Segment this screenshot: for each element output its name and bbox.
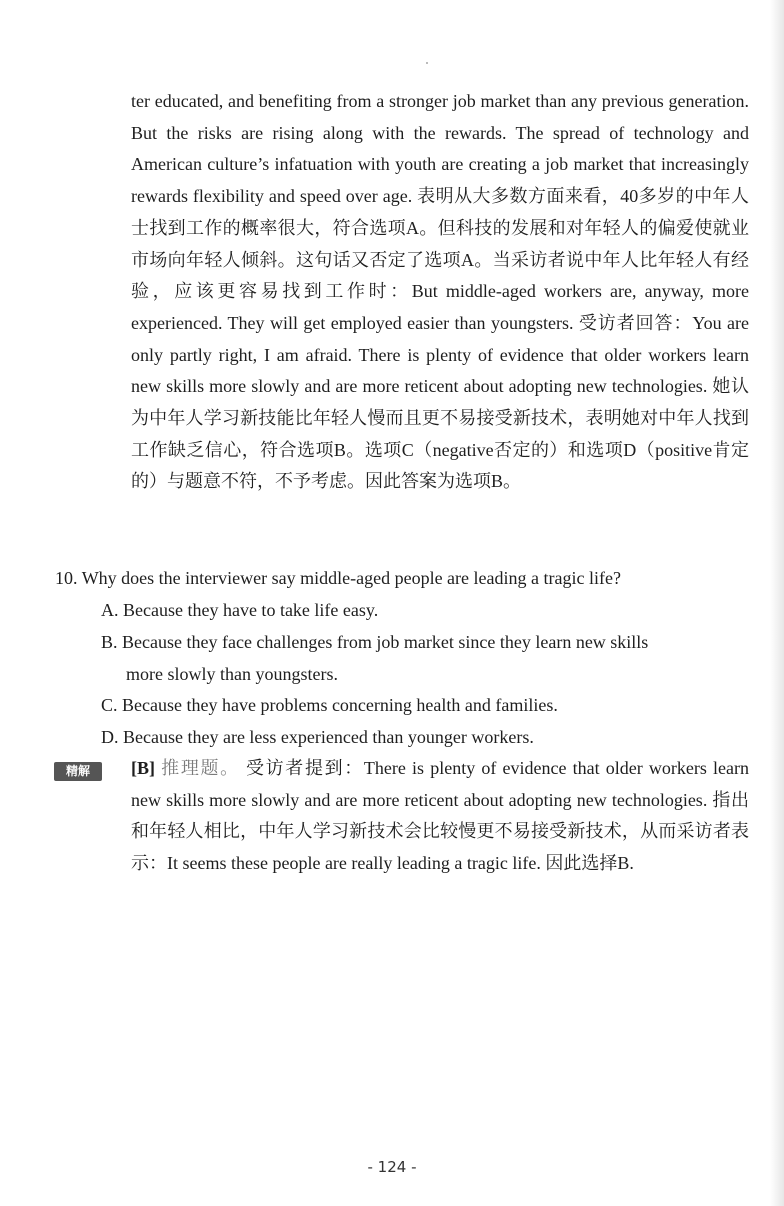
option-letter: B.: [101, 632, 118, 652]
option-text: Because they face challenges from job market since they learn new skills: [122, 632, 649, 652]
page-number: - 124 -: [367, 1158, 417, 1176]
question-number: 10.: [55, 568, 78, 588]
option-c: [101, 689, 558, 721]
option-a: [101, 594, 378, 626]
option-text-continued: more slowly than youngsters.: [126, 664, 338, 684]
answer-text: 受访者提到：There is plenty of evidence that older workers learn new skills more slowly and are more reticent about adopting new technologies. 指出和年轻人相比，中年人学习新技术会比较慢更不易接受新技术，从而采访者表示：It seems these people are really leading a tragic life. 因此选择B.: [131, 758, 750, 874]
option-d: [101, 721, 534, 753]
option-letter: A.: [101, 600, 119, 620]
explanation-badge: 精解: [54, 762, 102, 781]
option-text: Because they are less experienced than younger workers.: [123, 727, 534, 747]
option-letter: D.: [101, 727, 119, 747]
option-text: Because they have problems concerning health and families.: [122, 695, 558, 715]
explanation-paragraph: ter educated, and benefiting from a stronger job market than any previous generation. But the risks are rising along with the rewards. The spread of technology and American culture’s infatuation with youth are creating a job market that increasingly rewards flexibility and speed over age. 表明从大多数方面来看，40多岁的中年人士找到工作的概率很大，符合选项A。但科技的发展和对年轻人的偏爱使就业市场向年轻人倾斜。这句话又否定了选项A。当采访者说中年人比年轻人有经验，应该更容易找到工作时：But middle-aged workers are, anyway, more experienced. They will get employed easier than youngsters. 受访者回答：You are only partly right, I am afraid. There is plenty of evidence that older workers learn new skills more slowly and are more reticent about adopting new technologies. 她认为中年人学习新技能比年轻人慢而且更不易接受新技术，表明她对中年人找到工作缺乏信心，符合选项B。选项C（negative否定的）和选项D（positive肯定的）与题意不符，不予考虑。因此答案为选项B。: [131, 91, 749, 492]
answer-letter: [B]: [131, 758, 155, 778]
option-b: [101, 626, 741, 690]
page-edge-shadow: [770, 0, 784, 1206]
speck: [426, 62, 428, 64]
question-10: [55, 562, 755, 594]
option-text: Because they have to take life easy.: [123, 600, 379, 620]
question-text: Why does the interviewer say middle-aged people are leading a tragic life?: [81, 568, 621, 588]
answer-explanation: [131, 753, 749, 880]
question-type: 推理题。: [161, 758, 240, 778]
option-letter: C.: [101, 695, 118, 715]
